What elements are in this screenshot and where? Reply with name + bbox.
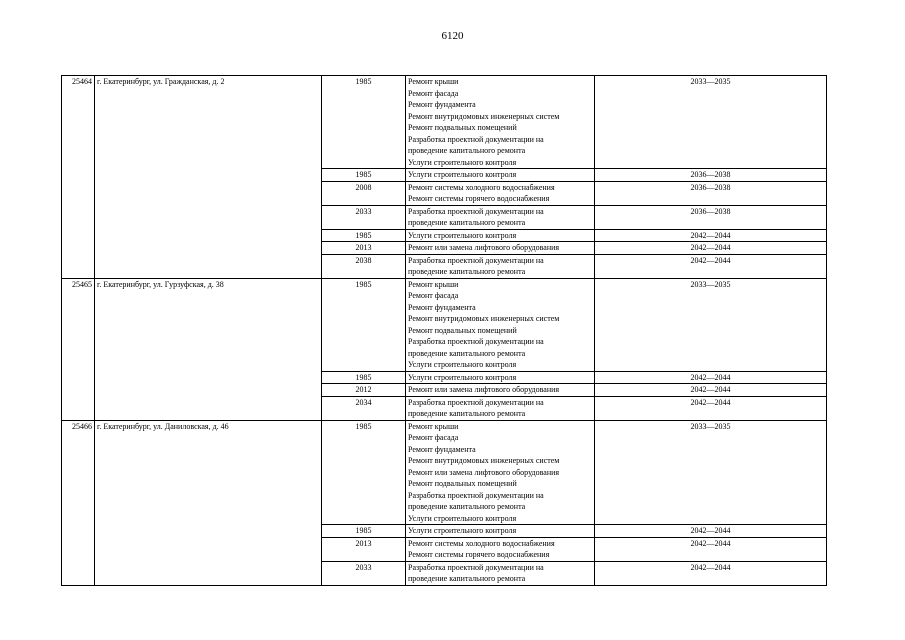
year-cell: 2034 [322,396,406,420]
period-cell: 2042—2044 [595,371,827,384]
table-row [62,278,827,371]
year-cell: 1985 [322,229,406,242]
year-cell: 1985 [322,420,406,525]
work-item: проведение капитального ремонта [408,146,526,155]
work-item: проведение капитального ремонта [408,267,526,276]
work-item: Ремонт фасада [408,433,459,442]
work-item: Ремонт крыши [408,421,459,431]
capital-repair-table [61,75,827,586]
year-cell: 2012 [322,384,406,397]
year-cell: 2033 [322,205,406,229]
work-item: Ремонт системы холодного водоснабжения [408,538,555,548]
work-item: Ремонт системы холодного водоснабжения [408,182,555,192]
work-item: проведение капитального ремонта [408,502,526,511]
works-cell [406,420,595,525]
work-item: Ремонт подвальных помещений [408,123,517,132]
period-cell: 2036—2038 [595,205,827,229]
works-cell [406,561,595,585]
building-id-cell: 25464 [62,76,95,279]
work-item: Услуги строительного контроля [408,157,517,167]
work-item: Услуги строительного контроля [408,230,517,240]
work-item: Ремонт внутридомовых инженерных систем [408,456,560,465]
work-item: Ремонт крыши [408,279,459,289]
work-item: Разработка проектной документации на [408,337,544,346]
work-item: Ремонт или замена лифтового оборудования [408,467,560,477]
work-item: проведение капитального ремонта [408,348,526,358]
year-cell: 2013 [322,537,406,561]
year-cell: 1985 [322,76,406,169]
work-item: Ремонт подвальных помещений [408,325,517,335]
period-cell: 2033—2035 [595,76,827,169]
work-item: проведение капитального ремонта [408,574,526,583]
works-cell [406,229,595,242]
address-cell: г. Екатеринбург, ул. Даниловская, д. 46 [95,420,322,585]
work-item: проведение капитального ремонта [408,409,526,418]
work-item: Ремонт или замена лифтового оборудования [408,243,560,252]
works-cell [406,384,595,397]
work-item: проведение капитального ремонта [408,218,526,227]
work-item: Ремонт фасада [408,291,459,300]
works-cell [406,181,595,205]
work-item: Ремонт внутридомовых инженерных систем [408,314,560,323]
period-cell: 2033—2035 [595,278,827,371]
year-cell: 1985 [322,371,406,384]
period-cell: 2042—2044 [595,384,827,397]
work-item: Разработка проектной документации на [408,206,544,216]
year-cell: 2038 [322,254,406,278]
works-cell [406,537,595,561]
year-cell: 2033 [322,561,406,585]
page-number: 6120 [441,30,464,42]
work-item: Разработка проектной документации на [408,397,544,407]
period-cell: 2042—2044 [595,525,827,538]
works-cell [406,242,595,255]
year-cell: 2008 [322,181,406,205]
work-item: Ремонт внутридомовых инженерных систем [408,111,560,121]
work-item: Разработка проектной документации на [408,562,544,572]
work-item: Услуги строительного контроля [408,526,517,535]
works-cell [406,278,595,371]
work-item: Ремонт фасада [408,88,459,98]
period-cell: 2042—2044 [595,537,827,561]
year-cell: 1985 [322,525,406,538]
work-item: Ремонт или замена лифтового оборудования [408,385,560,394]
table-row [62,420,827,525]
work-item: Услуги строительного контроля [408,372,517,382]
building-id-cell: 25466 [62,420,95,585]
period-cell: 2042—2044 [595,242,827,255]
period-cell: 2042—2044 [595,396,827,420]
work-item: Услуги строительного контроля [408,360,517,369]
works-cell [406,371,595,384]
work-item: Разработка проектной документации на [408,134,544,144]
year-cell: 1985 [322,278,406,371]
year-cell: 2013 [322,242,406,255]
works-cell [406,169,595,182]
works-cell [406,254,595,278]
year-cell: 1985 [322,169,406,182]
work-item: Услуги строительного контроля [408,170,517,179]
works-cell [406,396,595,420]
work-item: Ремонт фундамента [408,444,476,454]
works-cell [406,76,595,169]
work-item: Ремонт подвальных помещений [408,479,517,488]
works-cell [406,525,595,538]
building-id-cell: 25465 [62,278,95,420]
address-cell: г. Екатеринбург, ул. Гражданская, д. 2 [95,76,322,279]
period-cell: 2036—2038 [595,169,827,182]
work-item: Ремонт фундамента [408,302,476,312]
period-cell: 2033—2035 [595,420,827,525]
work-item: Разработка проектной документации на [408,255,544,265]
work-item: Ремонт фундамента [408,100,476,109]
period-cell: 2042—2044 [595,561,827,585]
work-item: Услуги строительного контроля [408,513,517,523]
work-item: Разработка проектной документации на [408,490,544,500]
period-cell: 2036—2038 [595,181,827,205]
work-item: Ремонт системы горячего водоснабжения [408,550,550,559]
period-cell: 2042—2044 [595,229,827,242]
work-item: Ремонт крыши [408,77,459,86]
work-item: Ремонт системы горячего водоснабжения [408,194,550,203]
period-cell: 2042—2044 [595,254,827,278]
address-cell: г. Екатеринбург, ул. Гурзуфская, д. 38 [95,278,322,420]
works-cell [406,205,595,229]
table-row [62,76,827,169]
